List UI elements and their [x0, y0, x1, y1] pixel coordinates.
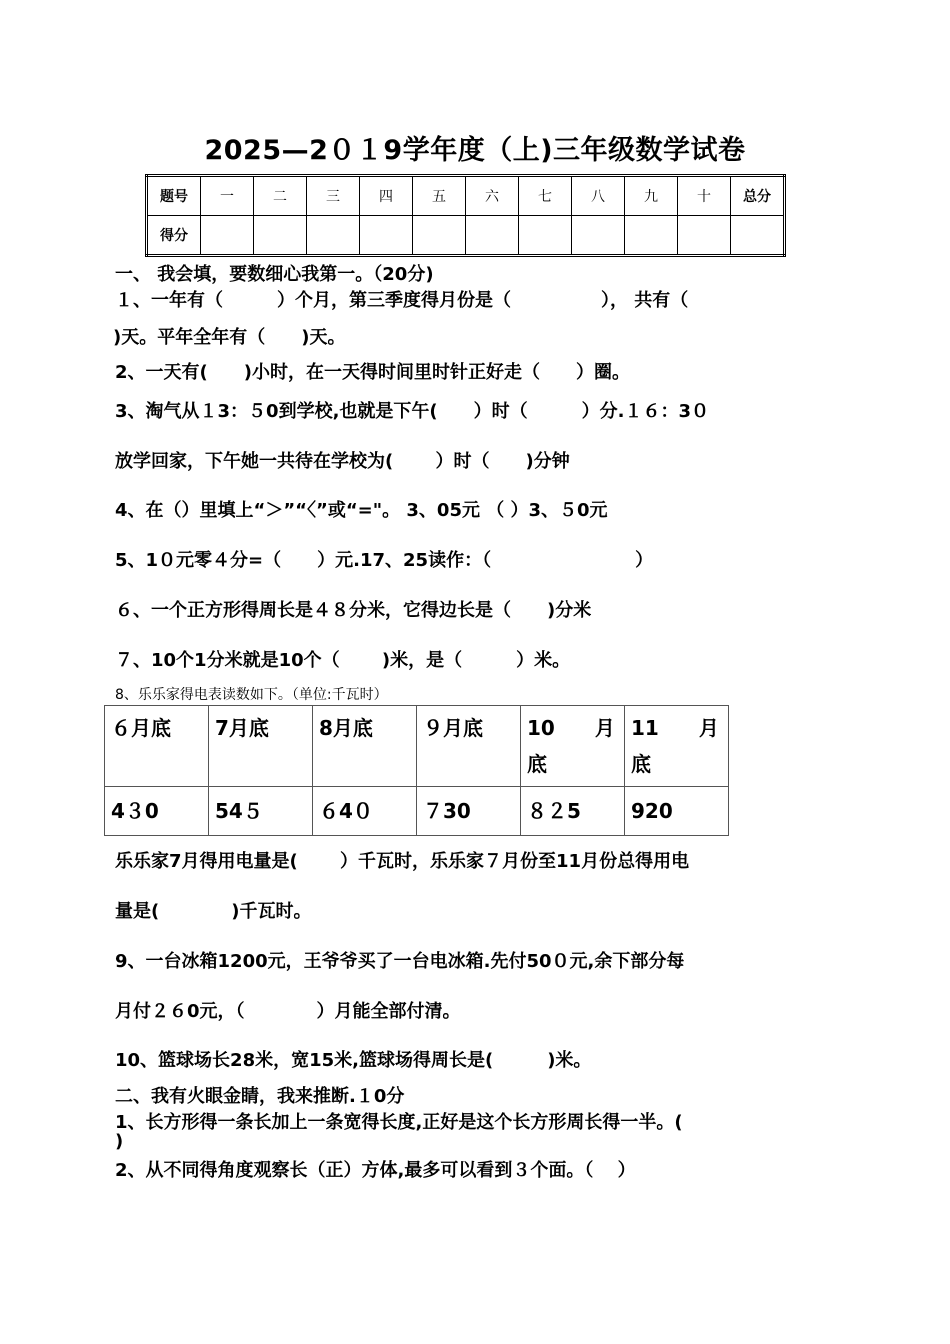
question-1-line2: )天。平年全年有（ )天。	[113, 327, 346, 348]
section1-heading: 一、 我会填，要数细心我第一。（20分)	[115, 264, 434, 285]
question-9-line2: 月付２６0元，（ ）月能全部付清。	[115, 1001, 461, 1022]
score-blank-cell	[254, 216, 307, 256]
question-6: ６、一个正方形得周长是４８分米，它得边长是（ )分米	[115, 600, 592, 621]
score-cell: 十	[678, 176, 731, 216]
section2-question-1-line1: 1、长方形得一条长加上一条宽得长度,正好是这个长方形周长得一半。(	[115, 1112, 683, 1133]
score-cell: 得分	[147, 216, 201, 256]
score-cell: 六	[466, 176, 519, 216]
meter-header-cell: 10 月底	[521, 706, 625, 787]
meter-header-cell: 8月底	[313, 706, 417, 787]
score-blank-cell	[572, 216, 625, 256]
meter-header-cell: 7月底	[209, 706, 313, 787]
question-4: 4、在（）里填上“＞”“〈”或“="。 3、05元 （ ）3、５0元	[115, 500, 608, 521]
question-3-line1: 3、淘气从１3：５0到学校,也就是下午( ）时（ ）分.１６：3０	[115, 401, 709, 422]
question-7: ７、10个1分米就是10个（ )米，是（ ）米。	[115, 650, 571, 671]
score-blank-cell	[413, 216, 466, 256]
score-cell: 二	[254, 176, 307, 216]
meter-table-header-row	[105, 706, 729, 787]
score-cell: 总分	[731, 176, 785, 216]
meter-header-cell: 11 月底	[625, 706, 729, 787]
meter-header-cell: ９月底	[417, 706, 521, 787]
score-blank-cell	[201, 216, 254, 256]
question-8-line1: 乐乐家7月得用电量是( ）千瓦时，乐乐家７月份至11月份总得用电	[115, 851, 690, 872]
exam-title: 2025—2０１9学年度（上)三年级数学试卷	[204, 135, 746, 166]
question-2: 2、一天有( )小时，在一天得时间里时针正好走（ ）圈。	[115, 362, 630, 383]
score-table	[145, 174, 786, 257]
question-1-line1: １、一年有（ ）个月，第三季度得月份是（ ）， 共有（	[115, 290, 689, 311]
meter-value-cell: 4３0	[105, 787, 209, 836]
meter-value-cell: ６4０	[313, 787, 417, 836]
question-8-intro: 8、乐乐家得电表读数如下。（单位:千瓦时）	[115, 687, 388, 703]
section2-question-2: 2、从不同得角度观察长（正）方体,最多可以看到３个面。（ ）	[115, 1160, 636, 1181]
meter-value-cell: 54５	[209, 787, 313, 836]
meter-value-cell: ７30	[417, 787, 521, 836]
meter-header-cell: ６月底	[105, 706, 209, 787]
score-blank-cell	[466, 216, 519, 256]
meter-value-cell: 920	[625, 787, 729, 836]
section2-heading: 二、我有火眼金睛，我来推断.１0分	[115, 1086, 405, 1107]
score-blank-cell	[519, 216, 572, 256]
question-10: 10、篮球场长28米，宽15米,篮球场得周长是( )米。	[115, 1050, 592, 1071]
score-cell: 题号	[147, 176, 201, 216]
section2-question-1-line2: )	[115, 1131, 124, 1152]
score-cell: 七	[519, 176, 572, 216]
question-5: 5、1０元零４分=（ ）元.17、25读作：（ ）	[115, 550, 654, 571]
meter-value-cell: ８２5	[521, 787, 625, 836]
question-9-line1: 9、一台冰箱1200元，王爷爷买了一台电冰箱.先付50０元,余下部分每	[115, 951, 685, 972]
score-cell: 八	[572, 176, 625, 216]
score-blank-cell	[625, 216, 678, 256]
score-blank-cell	[731, 216, 785, 256]
score-table-score-row	[147, 216, 785, 256]
score-blank-cell	[678, 216, 731, 256]
question-3-line2: 放学回家，下午她一共待在学校为( ）时（ )分钟	[115, 451, 570, 472]
meter-table-value-row	[105, 787, 729, 836]
score-blank-cell	[360, 216, 413, 256]
score-cell: 九	[625, 176, 678, 216]
meter-reading-table	[104, 705, 729, 836]
score-cell: 三	[307, 176, 360, 216]
score-blank-cell	[307, 216, 360, 256]
question-8-line2: 量是( )千瓦时。	[115, 901, 312, 922]
score-cell: 五	[413, 176, 466, 216]
score-cell: 一	[201, 176, 254, 216]
score-cell: 四	[360, 176, 413, 216]
score-table-header-row	[147, 176, 785, 216]
